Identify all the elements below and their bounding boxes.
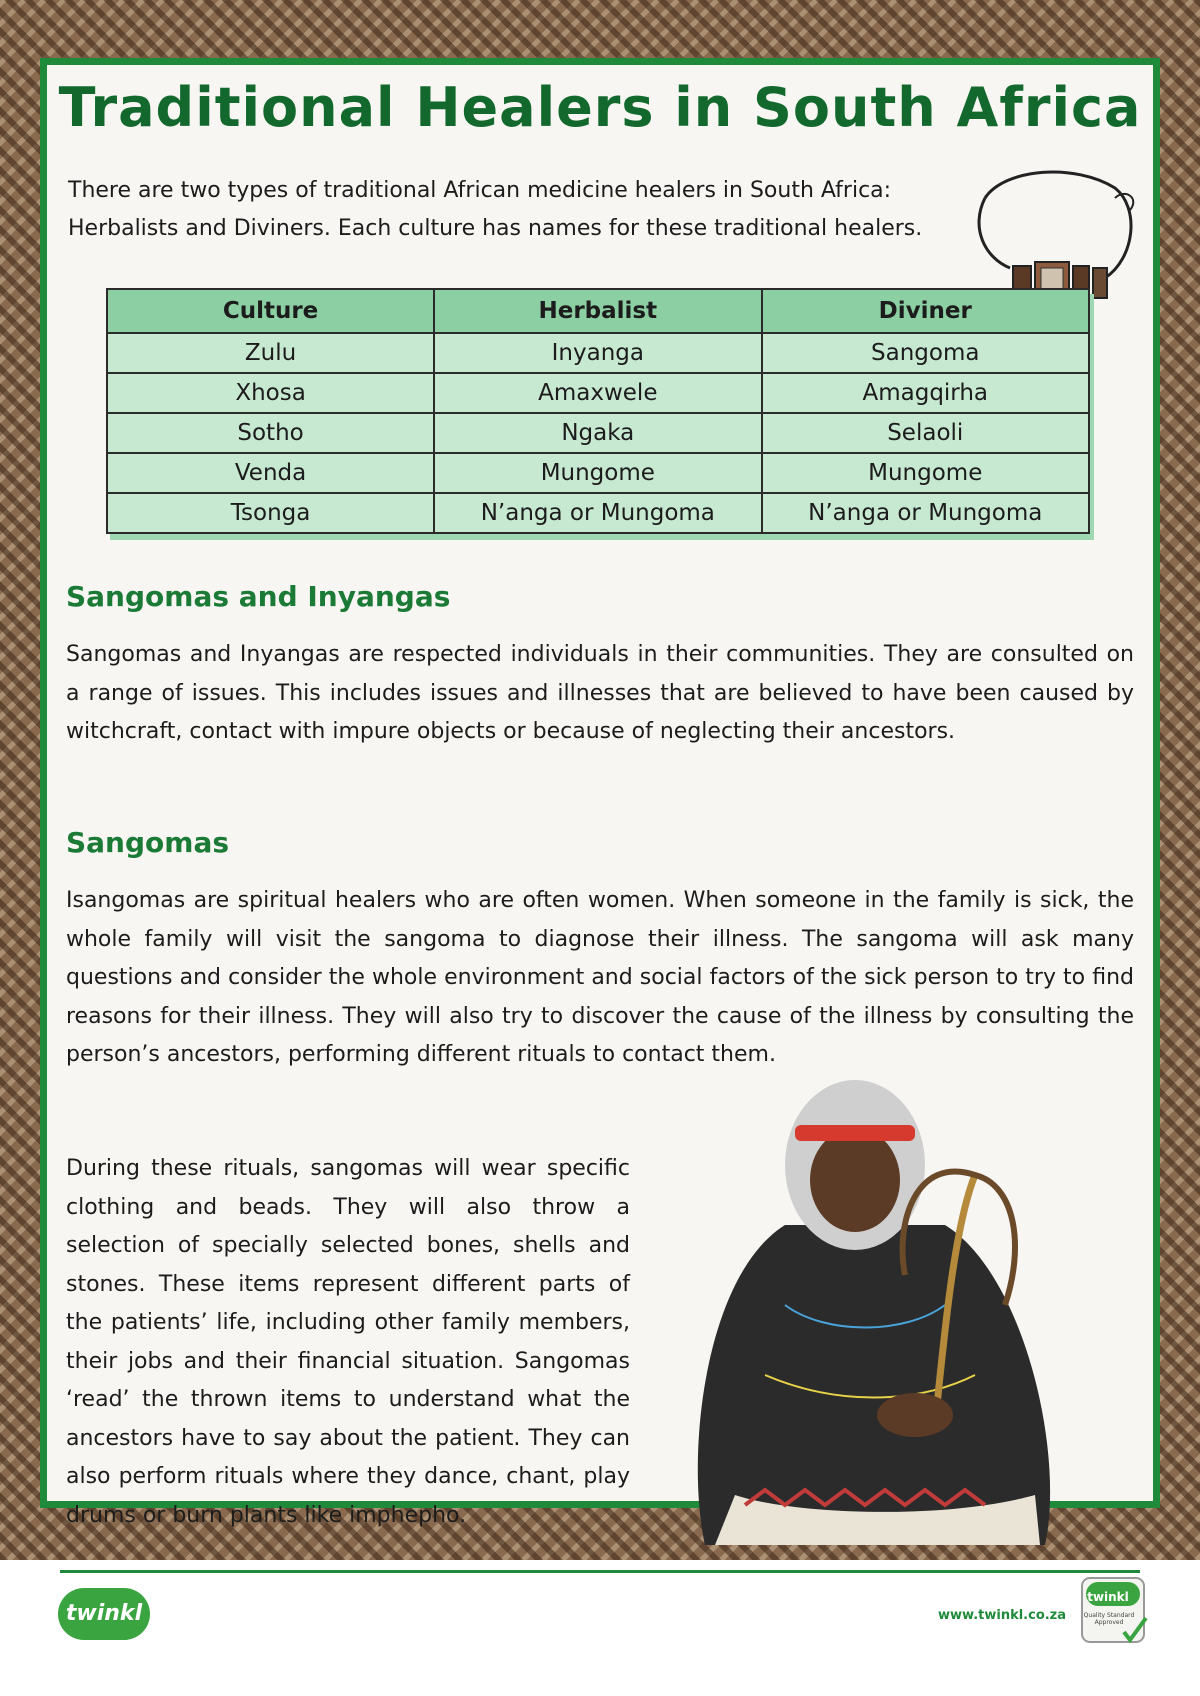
table-header-culture: Culture bbox=[107, 289, 434, 333]
footer-divider bbox=[60, 1570, 1140, 1573]
table-cell: N’anga or Mungoma bbox=[434, 493, 761, 533]
table-cell: Tsonga bbox=[107, 493, 434, 533]
table-header-herbalist: Herbalist bbox=[434, 289, 761, 333]
section-heading-sangomas-inyangas: Sangomas and Inyangas bbox=[66, 580, 451, 613]
table-cell: Ngaka bbox=[434, 413, 761, 453]
section-text-sangomas-inyangas: Sangomas and Inyangas are respected individuals in their communities. They are consulted on a range of issues. This includes issues and illnesses that are believed to have been caused by witchcraft, contact with impure objects or because of neglecting their ancestors. bbox=[66, 642, 1134, 744]
section-text-sangomas: Isangomas are spiritual healers who are often women. When someone in the family is sick, the whole family will visit the sangoma to diagnose their illness. The sangoma will ask many questions and consider the whole environment and social factors of the sick person to try to find reasons for their illness. They will also try to discover the cause of the illness by consulting the person’s ancestors, performing different rituals to contact them. bbox=[66, 888, 1134, 1067]
table-cell: N’anga or Mungoma bbox=[762, 493, 1089, 533]
table-cell: Amaxwele bbox=[434, 373, 761, 413]
badge-subtitle: Quality Standard Approved bbox=[1083, 1612, 1135, 1626]
table-row bbox=[107, 333, 1089, 373]
section-text-rituals: During these rituals, sangomas will wear specific clothing and beads. They will also throw a selection of specially selected bones, shells and stones. These items represent different parts of the patients’ life, including other family members, their jobs and their financial situation. Sangomas ‘read’ the thrown items to understand what the ancestors have to say about the patient. They can also perform rituals where they dance, chant, play drums or burn plants like imphepho. bbox=[66, 1156, 630, 1528]
page-title: Traditional Healers in South Africa bbox=[58, 76, 1142, 139]
table-cell: Inyanga bbox=[434, 333, 761, 373]
table-row bbox=[107, 373, 1089, 413]
table-cell: Mungome bbox=[762, 453, 1089, 493]
intro-text: There are two types of traditional African medicine healers in South Africa: Herbalists and Diviners. Each culture has names for these traditional healers. bbox=[68, 178, 923, 241]
table-cell: Xhosa bbox=[107, 373, 434, 413]
table-cell: Selaoli bbox=[762, 413, 1089, 453]
website-url[interactable]: www.twinkl.co.za bbox=[938, 1608, 1067, 1623]
section-heading-sangomas: Sangomas bbox=[66, 826, 230, 859]
table-header-row bbox=[107, 289, 1089, 333]
table-header-diviner: Diviner bbox=[762, 289, 1089, 333]
table-row bbox=[107, 453, 1089, 493]
twinkl-logo[interactable]: twinkl bbox=[58, 1588, 150, 1640]
badge-title: twinkl bbox=[1087, 1590, 1129, 1604]
healer-names-table bbox=[106, 288, 1090, 534]
table-row bbox=[107, 413, 1089, 453]
sangoma-illustration bbox=[645, 1075, 1090, 1555]
table-cell: Venda bbox=[107, 453, 434, 493]
table-cell: Zulu bbox=[107, 333, 434, 373]
table-cell: Sangoma bbox=[762, 333, 1089, 373]
table-row bbox=[107, 493, 1089, 533]
table-cell: Amagqirha bbox=[762, 373, 1089, 413]
table-cell: Mungome bbox=[434, 453, 761, 493]
table-cell: Sotho bbox=[107, 413, 434, 453]
